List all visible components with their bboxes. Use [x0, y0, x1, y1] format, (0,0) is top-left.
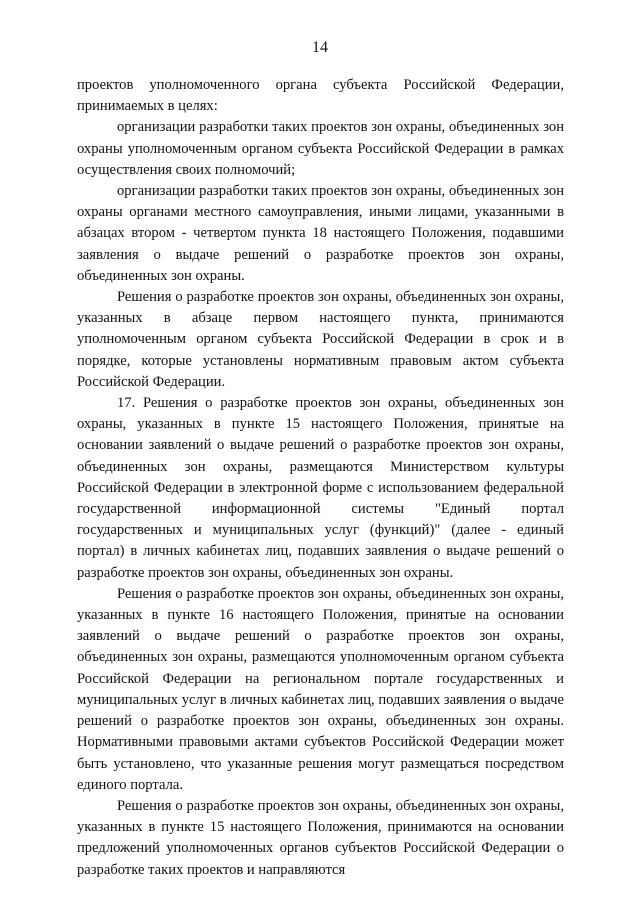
document-body	[77, 75, 564, 881]
paragraph-3: организации разработки таких проектов зон охраны, объединенных зон охраны органами местного самоуправления, иными лицами, указанными в абзацах втором - четвертом пункта 18 настоящего Положения, подавшими заявления о выдаче решений о разработке проектов зон охраны, объединенных зон охраны.	[77, 183, 564, 284]
paragraph-6: Решения о разработке проектов зон охраны, объединенных зон охраны, указанных в пункте 16 настоящего Положения, принятые на основании заявлений о выдаче решений о разработке проектов зон охраны, объединенных зон охраны, размещаются уполномоченным органом субъекта Российской Федерации на региональном портале государственных и муниципальных услуг в личных кабинетах лиц, подавших заявления о выдаче решений о разработке проектов зон охраны, объединенных зон охраны. Нормативными правовыми актами субъектов Российской Федерации может быть установлено, что указанные решения могут размещаться посредством единого портала.	[77, 585, 564, 793]
paragraph-5: 17. Решения о разработке проектов зон охраны, объединенных зон охраны, указанных в пункте 15 настоящего Положения, принятые на основании заявлений о выдаче решений о разработке проектов зон охраны, объединенных зон охраны, размещаются Министерством культуры Российской Федерации в электронной форме с использованием федеральной государственной информационной системы "Единый портал государственных и муниципальных услуг (функций)" (далее - единый портал) в личных кабинетах лиц, подавших заявления о выдаче решений о разработке проектов зон охраны, объединенных зон охраны.	[77, 395, 564, 581]
paragraph-7: Решения о разработке проектов зон охраны, объединенных зон охраны, указанных в пункте 15 настоящего Положения, принимаются на основании предложений уполномоченных органов субъектов Российской Федерации о разработке таких проектов и направляются	[77, 797, 564, 878]
paragraph-1: проектов уполномоченного органа субъекта Российской Федерации, принимаемых в целях:	[77, 77, 564, 115]
page-number: 14	[312, 39, 328, 56]
paragraph-2: организации разработки таких проектов зон охраны, объединенных зон охраны уполномоченным органом субъекта Российской Федерации в рамках осуществления своих полномочий;	[77, 119, 564, 178]
paragraph-4: Решения о разработке проектов зон охраны, объединенных зон охраны, указанных в абзаце первом настоящего пункта, принимаются уполномоченным органом субъекта Российской Федерации в срок и в порядке, которые установлены нормативным правовым актом субъекта Российской Федерации.	[77, 289, 564, 390]
